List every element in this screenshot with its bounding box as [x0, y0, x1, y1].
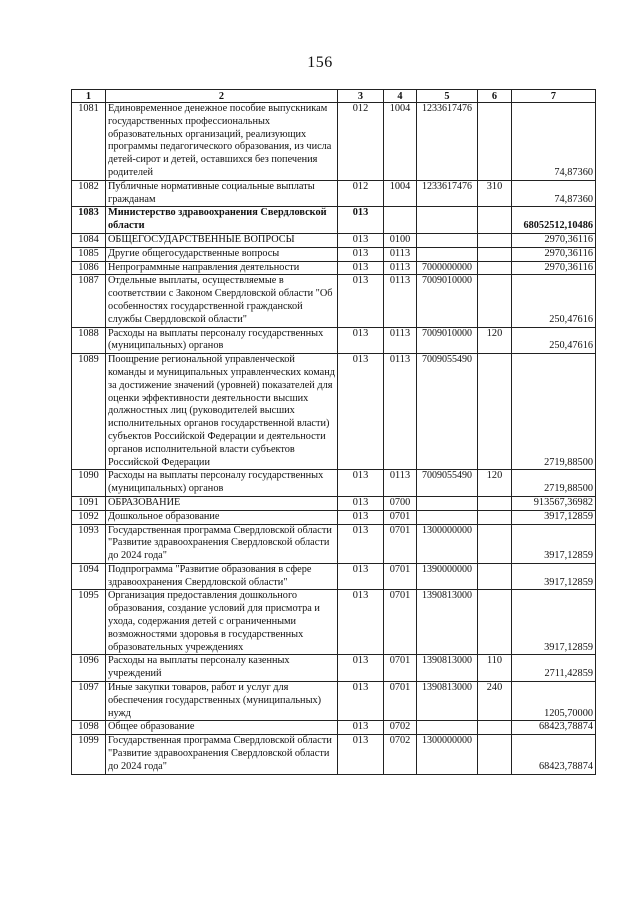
row-number: 1083 — [72, 207, 106, 234]
header-col-4: 4 — [384, 90, 417, 103]
table-row — [72, 524, 596, 563]
row-name: Другие общегосударственные вопросы — [106, 247, 338, 261]
row-ved-code: 013 — [338, 721, 384, 735]
row-target-article — [417, 247, 478, 261]
row-number: 1095 — [72, 590, 106, 655]
row-ved-code: 013 — [338, 207, 384, 234]
table-row — [72, 735, 596, 774]
row-section-code: 1004 — [384, 180, 417, 207]
row-ved-code: 013 — [338, 735, 384, 774]
row-amount: 2970,36116 — [512, 247, 596, 261]
row-target-article: 7009010000 — [417, 327, 478, 354]
row-section-code: 0100 — [384, 233, 417, 247]
row-target-article — [417, 496, 478, 510]
row-name: Государственная программа Свердловской области "Развитие здравоохранения Свердловской области до 2024 года" — [106, 524, 338, 563]
row-amount: 68052512,10486 — [512, 207, 596, 234]
row-expense-type: 120 — [478, 327, 512, 354]
row-expense-type — [478, 496, 512, 510]
row-number: 1096 — [72, 655, 106, 682]
row-expense-type — [478, 524, 512, 563]
row-expense-type — [478, 590, 512, 655]
table-row — [72, 590, 596, 655]
row-number: 1085 — [72, 247, 106, 261]
row-amount: 3917,12859 — [512, 590, 596, 655]
row-expense-type: 310 — [478, 180, 512, 207]
row-ved-code: 013 — [338, 470, 384, 497]
row-target-article: 1390813000 — [417, 655, 478, 682]
row-ved-code: 013 — [338, 275, 384, 327]
row-section-code: 0700 — [384, 496, 417, 510]
row-amount: 3917,12859 — [512, 563, 596, 590]
table-row — [72, 470, 596, 497]
row-section-code: 0113 — [384, 470, 417, 497]
header-col-7: 7 — [512, 90, 596, 103]
row-target-article — [417, 510, 478, 524]
row-expense-type: 120 — [478, 470, 512, 497]
row-target-article: 1390813000 — [417, 590, 478, 655]
row-ved-code: 013 — [338, 247, 384, 261]
row-amount: 2970,36116 — [512, 261, 596, 275]
row-expense-type — [478, 563, 512, 590]
row-number: 1098 — [72, 721, 106, 735]
row-name: Единовременное денежное пособие выпускникам государственных профессиональных образовательных организаций, реализующих программы педагогического образования, из числа детей-сирот и детей, оставшихся без попечения родителей — [106, 103, 338, 181]
row-amount: 1205,70000 — [512, 682, 596, 721]
row-amount: 250,47616 — [512, 275, 596, 327]
table-row — [72, 275, 596, 327]
row-name: Отдельные выплаты, осуществляемые в соответствии с Законом Свердловской области "Об особенностях государственной гражданской службы Свердловской области" — [106, 275, 338, 327]
table-row — [72, 180, 596, 207]
row-amount: 913567,36982 — [512, 496, 596, 510]
row-expense-type — [478, 261, 512, 275]
row-number: 1084 — [72, 233, 106, 247]
row-target-article: 7009055490 — [417, 470, 478, 497]
table-row — [72, 510, 596, 524]
row-name: Министерство здравоохранения Свердловской области — [106, 207, 338, 234]
row-amount: 74,87360 — [512, 103, 596, 181]
row-expense-type — [478, 275, 512, 327]
row-number: 1094 — [72, 563, 106, 590]
row-amount: 3917,12859 — [512, 510, 596, 524]
row-section-code: 0113 — [384, 247, 417, 261]
row-ved-code: 013 — [338, 327, 384, 354]
row-name: Подпрограмма "Развитие образования в сфере здравоохранения Свердловской области" — [106, 563, 338, 590]
row-section-code: 0113 — [384, 275, 417, 327]
row-section-code: 0113 — [384, 327, 417, 354]
row-target-article — [417, 207, 478, 234]
row-name: Расходы на выплаты персоналу государственных (муниципальных) органов — [106, 470, 338, 497]
table-row — [72, 327, 596, 354]
row-name: Организация предоставления дошкольного образования, создание условий для присмотра и ухода, содержания детей с ограниченными возможностями здоровья в государственных образовательных учреждениях — [106, 590, 338, 655]
row-target-article: 1300000000 — [417, 524, 478, 563]
row-section-code: 0702 — [384, 721, 417, 735]
row-number: 1081 — [72, 103, 106, 181]
row-target-article: 1233617476 — [417, 180, 478, 207]
row-expense-type — [478, 721, 512, 735]
row-amount: 2711,42859 — [512, 655, 596, 682]
row-section-code: 0701 — [384, 590, 417, 655]
row-number: 1087 — [72, 275, 106, 327]
row-section-code: 0701 — [384, 682, 417, 721]
row-expense-type: 240 — [478, 682, 512, 721]
row-name: Поощрение региональной управленческой команды и муниципальных управленческих команд за достижение значений (уровней) показателей для оценки эффективности деятельности высших должностных лиц (руководителей высших исполнительных органов государственной власти) субъектов Российской Федерации и деятельности органов исполнительной власти субъектов Российской Федерации — [106, 354, 338, 470]
table-row — [72, 233, 596, 247]
row-target-article: 7000000000 — [417, 261, 478, 275]
row-amount: 2970,36116 — [512, 233, 596, 247]
row-name: Расходы на выплаты персоналу казенных учреждений — [106, 655, 338, 682]
row-name: Непрограммные направления деятельности — [106, 261, 338, 275]
row-expense-type — [478, 207, 512, 234]
row-ved-code: 013 — [338, 563, 384, 590]
row-amount: 2719,88500 — [512, 470, 596, 497]
row-name: Публичные нормативные социальные выплаты гражданам — [106, 180, 338, 207]
row-ved-code: 013 — [338, 261, 384, 275]
row-ved-code: 013 — [338, 524, 384, 563]
row-target-article — [417, 721, 478, 735]
table-header-row — [72, 90, 596, 103]
table-row — [72, 721, 596, 735]
row-number: 1089 — [72, 354, 106, 470]
header-col-2: 2 — [106, 90, 338, 103]
row-number: 1097 — [72, 682, 106, 721]
table-row — [72, 207, 596, 234]
row-ved-code: 013 — [338, 682, 384, 721]
table-row — [72, 261, 596, 275]
row-amount: 68423,78874 — [512, 735, 596, 774]
row-section-code — [384, 207, 417, 234]
row-number: 1091 — [72, 496, 106, 510]
row-amount: 74,87360 — [512, 180, 596, 207]
row-section-code: 1004 — [384, 103, 417, 181]
row-expense-type — [478, 103, 512, 181]
row-section-code: 0113 — [384, 354, 417, 470]
row-target-article: 1390000000 — [417, 563, 478, 590]
row-name: ОБЩЕГОСУДАРСТВЕННЫЕ ВОПРОСЫ — [106, 233, 338, 247]
row-section-code: 0701 — [384, 655, 417, 682]
row-number: 1099 — [72, 735, 106, 774]
table-row — [72, 682, 596, 721]
row-number: 1088 — [72, 327, 106, 354]
header-col-5: 5 — [417, 90, 478, 103]
row-name: ОБРАЗОВАНИЕ — [106, 496, 338, 510]
table-row — [72, 496, 596, 510]
row-expense-type — [478, 354, 512, 470]
row-ved-code: 013 — [338, 510, 384, 524]
row-target-article: 7009055490 — [417, 354, 478, 470]
row-ved-code: 013 — [338, 496, 384, 510]
row-name: Иные закупки товаров, работ и услуг для обеспечения государственных (муниципальных) нужд — [106, 682, 338, 721]
row-ved-code: 013 — [338, 655, 384, 682]
row-ved-code: 012 — [338, 180, 384, 207]
page-number: 156 — [307, 54, 333, 71]
row-section-code: 0701 — [384, 524, 417, 563]
row-number: 1093 — [72, 524, 106, 563]
row-target-article — [417, 233, 478, 247]
header-col-1: 1 — [72, 90, 106, 103]
table-row — [72, 354, 596, 470]
row-amount: 68423,78874 — [512, 721, 596, 735]
row-name: Расходы на выплаты персоналу государственных (муниципальных) органов — [106, 327, 338, 354]
row-section-code: 0701 — [384, 510, 417, 524]
row-section-code: 0702 — [384, 735, 417, 774]
row-name: Дошкольное образование — [106, 510, 338, 524]
row-expense-type — [478, 510, 512, 524]
row-ved-code: 012 — [338, 103, 384, 181]
row-expense-type — [478, 735, 512, 774]
row-expense-type — [478, 233, 512, 247]
row-target-article: 7009010000 — [417, 275, 478, 327]
row-amount: 2719,88500 — [512, 354, 596, 470]
row-target-article: 1390813000 — [417, 682, 478, 721]
row-section-code: 0113 — [384, 261, 417, 275]
row-ved-code: 013 — [338, 590, 384, 655]
row-section-code: 0701 — [384, 563, 417, 590]
row-target-article: 1300000000 — [417, 735, 478, 774]
row-expense-type: 110 — [478, 655, 512, 682]
table-row — [72, 103, 596, 181]
header-col-6: 6 — [478, 90, 512, 103]
table-row — [72, 563, 596, 590]
row-name: Общее образование — [106, 721, 338, 735]
row-number: 1090 — [72, 470, 106, 497]
row-expense-type — [478, 247, 512, 261]
row-target-article: 1233617476 — [417, 103, 478, 181]
header-col-3: 3 — [338, 90, 384, 103]
row-amount: 3917,12859 — [512, 524, 596, 563]
row-ved-code: 013 — [338, 354, 384, 470]
table-row — [72, 247, 596, 261]
row-number: 1086 — [72, 261, 106, 275]
row-number: 1092 — [72, 510, 106, 524]
row-number: 1082 — [72, 180, 106, 207]
row-amount: 250,47616 — [512, 327, 596, 354]
budget-table — [71, 89, 596, 775]
row-name: Государственная программа Свердловской области "Развитие здравоохранения Свердловской области до 2024 года" — [106, 735, 338, 774]
row-ved-code: 013 — [338, 233, 384, 247]
table-row — [72, 655, 596, 682]
